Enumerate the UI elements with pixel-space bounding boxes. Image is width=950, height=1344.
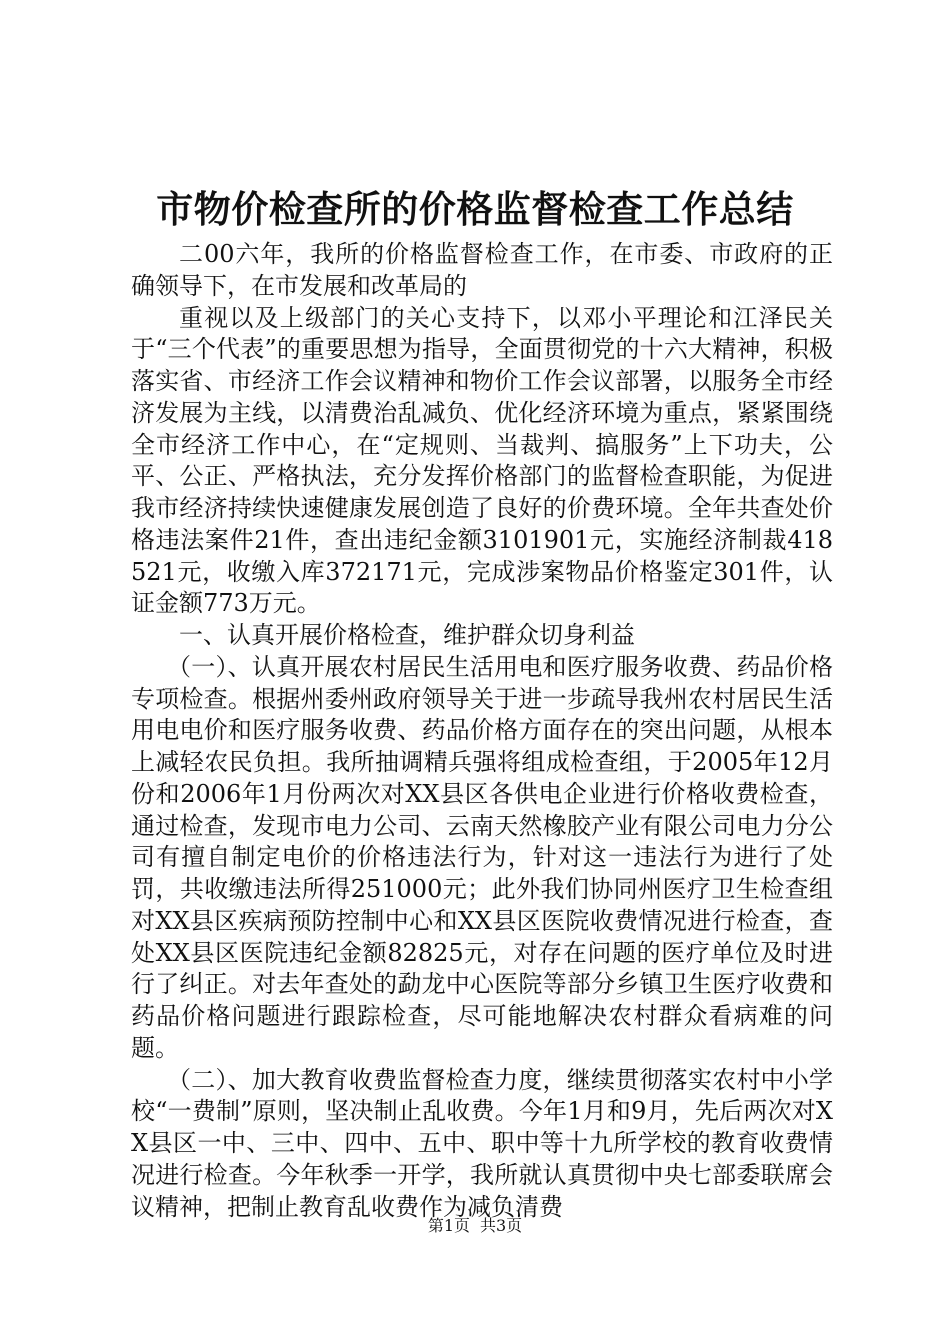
page-number: 第1页: [427, 1216, 470, 1235]
page-footer: [0, 1215, 950, 1237]
page-total: 共3页: [480, 1216, 523, 1235]
section-heading-1: 一、认真开展价格检查，维护群众切身利益: [179, 621, 635, 649]
paragraph-intro: 二00六年，我所的价格监督检查工作，在市委、市政府的正确领导下，在市发展和改革局的: [131, 240, 833, 300]
document-title: 市物价检查所的价格监督检查工作总结: [156, 187, 794, 231]
paragraph-item-2: （二）、加大教育收费监督检查力度，继续贯彻落实农村中小学校“一费制”原则，坚决制止乱收费。今年1月和9月，先后两次对XX县区一中、三中、四中、五中、职中等十九所学校的教育收费情况进行检查。今年秋季一开学，我所就认真贯彻中央七部委联席会议精神，把制止教育乱收费作为减负清费: [131, 1065, 833, 1221]
paragraph-item-1: （一）、认真开展农村居民生活用电和医疗服务收费、药品价格专项检查。根据州委州政府领导关于进一步疏导我州农村居民生活用电电价和医疗服务收费、药品价格方面存在的突出问题，从根本上减轻农民负担。我所抽调精兵强将组成检查组，于2005年12月份和2006年1月份两次对XX县区各供电企业进行价格收费检查，通过检查，发现市电力公司、云南天然橡胶产业有限公司电力分公司有擅自制定电价的价格违法行为，针对这一违法行为进行了处罚，共收缴违法所得251000元；此外我们协同州医疗卫生检查组对XX县区疾病预防控制中心和XX县区医院收费情况进行检查，查处XX县区医院违纪金额82825元，对存在问题的医疗单位及时进行了纠正。对去年查处的勐龙中心医院等部分乡镇卫生医疗收费和药品价格问题进行跟踪检查，尽可能地解决农村群众看病难的问题。: [131, 652, 833, 1062]
paragraph-summary: 重视以及上级部门的关心支持下，以邓小平理论和江泽民关于“三个代表”的重要思想为指导，全面贯彻党的十六大精神，积极落实省、市经济工作会议精神和物价工作会议部署，以服务全市经济发展为主线，以清费治乱减负、优化经济环境为重点，紧紧围绕全市经济工作中心，在“定规则、当裁判、搞服务”上下功夫，公平、公正、严格执法，充分发挥价格部门的监督检查职能，为促进我市经济持续快速健康发展创造了良好的价费环境。全年共查处价格违法案件21件，查出违纪金额3101901元，实施经济制裁418521元，收缴入库372171元，完成涉案物品价格鉴定301件，认证金额773万元。: [131, 303, 833, 618]
document-body: [131, 239, 833, 1223]
